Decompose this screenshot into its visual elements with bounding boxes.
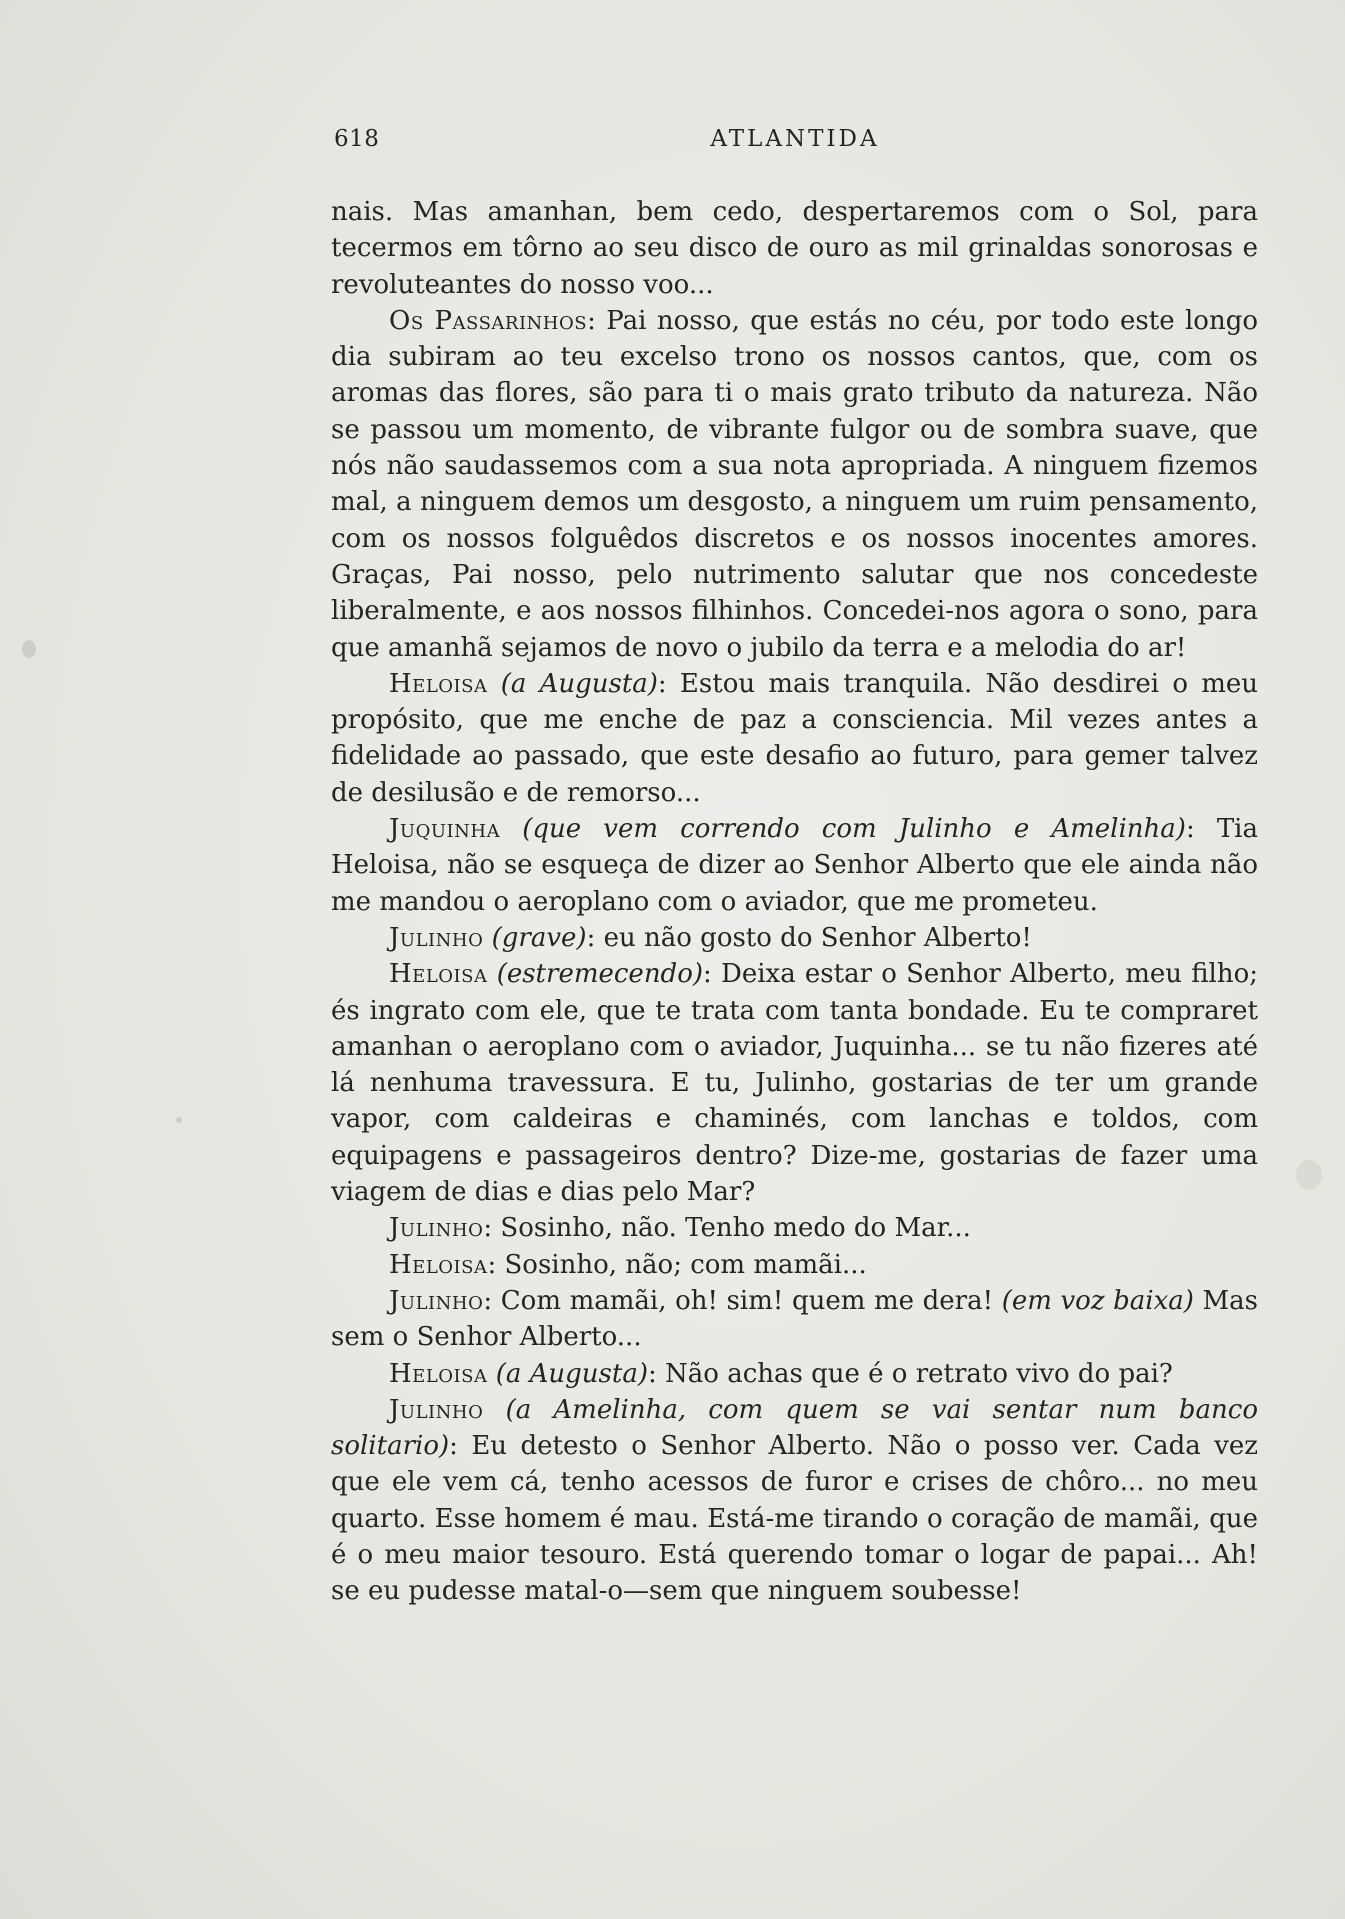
speaker-name: Heloisa xyxy=(389,1249,488,1280)
stage-direction: (que vem correndo com Julinho e Amelinha) xyxy=(522,814,1186,845)
speech-paragraph xyxy=(331,920,1258,956)
speaker-name: Heloisa xyxy=(389,959,488,990)
speech-paragraph xyxy=(331,811,1258,920)
speech-separator: : xyxy=(483,1285,501,1316)
speech-separator: : xyxy=(586,922,604,953)
speech-paragraph xyxy=(331,666,1258,811)
speech-separator: : xyxy=(449,1431,472,1462)
speaker-name: Heloisa xyxy=(389,1358,488,1389)
speaker-name: Julinho xyxy=(389,922,484,953)
speech-text: Deixa estar o Senhor Alberto, meu filho; és ingrato com ele, que te trata com tanta bondade. Eu te compraret amanhan o aeroplano com o aviador, Juquinha... se tu não fizeres até lá nenhuma travessura. E tu, Julinho, gostarias de ter um grande vapor, com caldeiras e chaminés, com lanchas e toldos, com equipagens e passageiros dentro? Dize-me, gostarias de fazer uma viagem de dias e dias pelo Mar? xyxy=(331,959,1259,1208)
page-header xyxy=(334,126,1256,160)
paper-speck xyxy=(22,640,36,658)
paper-speck xyxy=(1296,1160,1322,1190)
stage-direction: (a Augusta) xyxy=(495,1358,648,1389)
speech-text-continued: Mas sem o Senhor Alberto... xyxy=(331,1285,1259,1353)
speaker-name: Julinho xyxy=(389,1394,484,1425)
speech-separator: : xyxy=(657,668,680,699)
speech-text: Tia Heloisa, não se esqueça de dizer ao Senhor Alberto que ele ainda não me mandou o aeroplano com o aviador, que me prometeu. xyxy=(331,814,1258,917)
speaker-name: Julinho xyxy=(389,1285,484,1316)
speaker-name: Juquinha xyxy=(389,814,501,845)
speech-text: Sosinho, não. Tenho medo do Mar... xyxy=(500,1213,971,1244)
page-number: 618 xyxy=(334,126,380,152)
speaker-name: Heloisa xyxy=(389,668,488,699)
speech-text: Não achas que é o retrato vivo do pai? xyxy=(665,1358,1173,1389)
speaker-name: Os Passarinhos xyxy=(389,305,588,336)
speech-separator: : xyxy=(648,1358,666,1389)
stage-direction: (em voz baixa) xyxy=(1001,1285,1194,1316)
stage-direction: (grave) xyxy=(491,922,587,953)
speech-text: Pai nosso, que estás no céu, por todo este longo dia subiram ao teu excelso trono os nossos cantos, que, com os aromas das flores, são para ti o mais grato tributo da natureza. Não se passou um momento, de vibrante fulgor ou de sombra suave, que nós não saudassemos com a sua nota apropriada. A ninguem fizemos mal, a ninguem demos um desgosto, a ninguem um ruim pensamento, com os nossos folguêdos discretos e os nossos inocentes amores. Graças, Pai nosso, pelo nutrimento salutar que nos concedeste liberalmente, e aos nossos filhinhos. Concedei-nos agora o sono, para que amanhã sejamos de novo o jubilo da terra e a melodia do ar! xyxy=(331,305,1259,663)
stage-direction: (a Augusta) xyxy=(500,668,658,699)
speech-text: Sosinho, não; com mamãi... xyxy=(504,1249,867,1280)
paragraph xyxy=(331,194,1258,303)
speech-separator: : xyxy=(703,959,721,990)
speech-text: Eu detesto o Senhor Alberto. Não o posso ver. Cada vez que ele vem cá, tenho acessos de furor e crises de chôro... no meu quarto. Esse homem é mau. Está-me tirando o coração de mamãi, que é o meu maior tesouro. Está querendo tomar o logar de papai... Ah! se eu pudesse matal-o—sem que ninguem soubesse! xyxy=(331,1431,1259,1607)
stage-direction: (a Amelinha, com quem se vai sentar num banco solitario) xyxy=(331,1394,1258,1462)
speech-paragraph xyxy=(331,303,1258,666)
speaker-name: Julinho xyxy=(389,1213,484,1244)
paragraph-text: nais. Mas amanhan, bem cedo, despertaremos com o Sol, para tecermos em tôrno ao seu disco de ouro as mil grinaldas sonorosas e revoluteantes do nosso voo... xyxy=(331,197,1258,300)
speech-separator: : xyxy=(587,305,607,336)
speech-text: Com mamãi, oh! sim! quem me dera! xyxy=(500,1285,1002,1316)
paper-speck xyxy=(176,1117,182,1123)
stage-direction: (estremecendo) xyxy=(496,959,703,990)
speech-separator: : xyxy=(487,1249,505,1280)
speech-separator: : xyxy=(1185,814,1217,845)
speech-paragraph xyxy=(331,1247,1258,1283)
body-text xyxy=(331,194,1258,1610)
speech-text: eu não gosto do Senhor Alberto! xyxy=(603,922,1032,953)
speech-paragraph xyxy=(331,1210,1258,1246)
speech-paragraph xyxy=(331,1283,1258,1356)
running-title: ATLANTIDA xyxy=(710,126,880,152)
speech-text: Estou mais tranquila. Não desdirei o meu propósito, que me enche de paz a consciencia. Mil vezes antes a fidelidade ao passado, que este desafio ao futuro, para gemer talvez de desilusão e de remorso... xyxy=(331,668,1258,808)
speech-paragraph xyxy=(331,956,1258,1210)
speech-paragraph xyxy=(331,1356,1258,1392)
speech-separator: : xyxy=(483,1213,501,1244)
speech-paragraph xyxy=(331,1392,1258,1610)
